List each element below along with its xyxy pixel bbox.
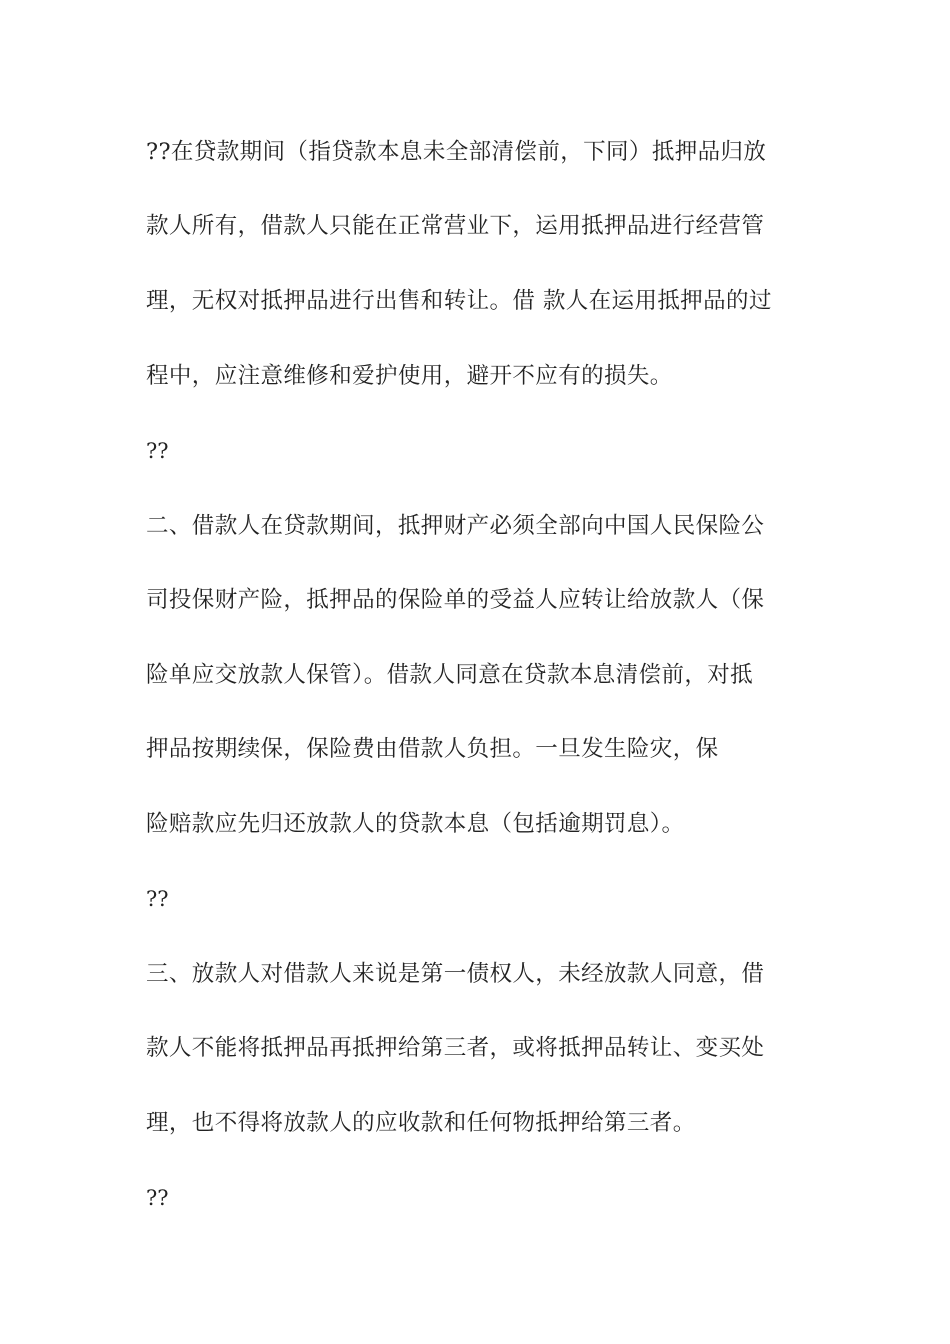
placeholder-marker: ?? <box>146 439 169 463</box>
paragraph-1-line-3: 理，无权对抵押品进行出售和转让。借 款人在运用抵押品的过 <box>146 288 772 314</box>
paragraph-1-line-2: 款人所有，借款人只能在正常营业下，运用抵押品进行经营管 <box>146 213 765 239</box>
paragraph-2-line-2: 司投保财产险，抵押品的保险单的受益人应转让给放款人（保 <box>146 587 765 613</box>
paragraph-3-line-3: 理，也不得将放款人的应收款和任何物抵押给第三者。 <box>146 1110 696 1136</box>
placeholder-marker: ?? <box>146 1186 169 1210</box>
paragraph-2-line-4: 押品按期续保，保险费由借款人负担。一旦发生险灾，保 <box>146 736 719 762</box>
paragraph-3-line-1: 三、放款人对借款人来说是第一债权人，未经放款人同意，借 <box>146 961 765 987</box>
paragraph-3-line-2: 款人不能将抵押品再抵押给第三者，或将抵押品转让、变买处 <box>146 1035 765 1061</box>
paragraph-1-line-1: ??在贷款期间（指贷款本息未全部清偿前，下同）抵押品归放 <box>146 139 767 165</box>
paragraph-2-line-1: 二、借款人在贷款期间，抵押财产必须全部向中国人民保险公 <box>146 513 765 539</box>
paragraph-1-line-4: 程中，应注意维修和爱护使用，避开不应有的损失。 <box>146 363 673 389</box>
placeholder-marker: ?? <box>146 887 169 911</box>
paragraph-2-line-3: 险单应交放款人保管）。借款人同意在贷款本息清偿前，对抵 <box>146 662 754 688</box>
paragraph-2-line-5: 险赔款应先归还放款人的贷款本息（包括逾期罚息）。 <box>146 811 685 837</box>
